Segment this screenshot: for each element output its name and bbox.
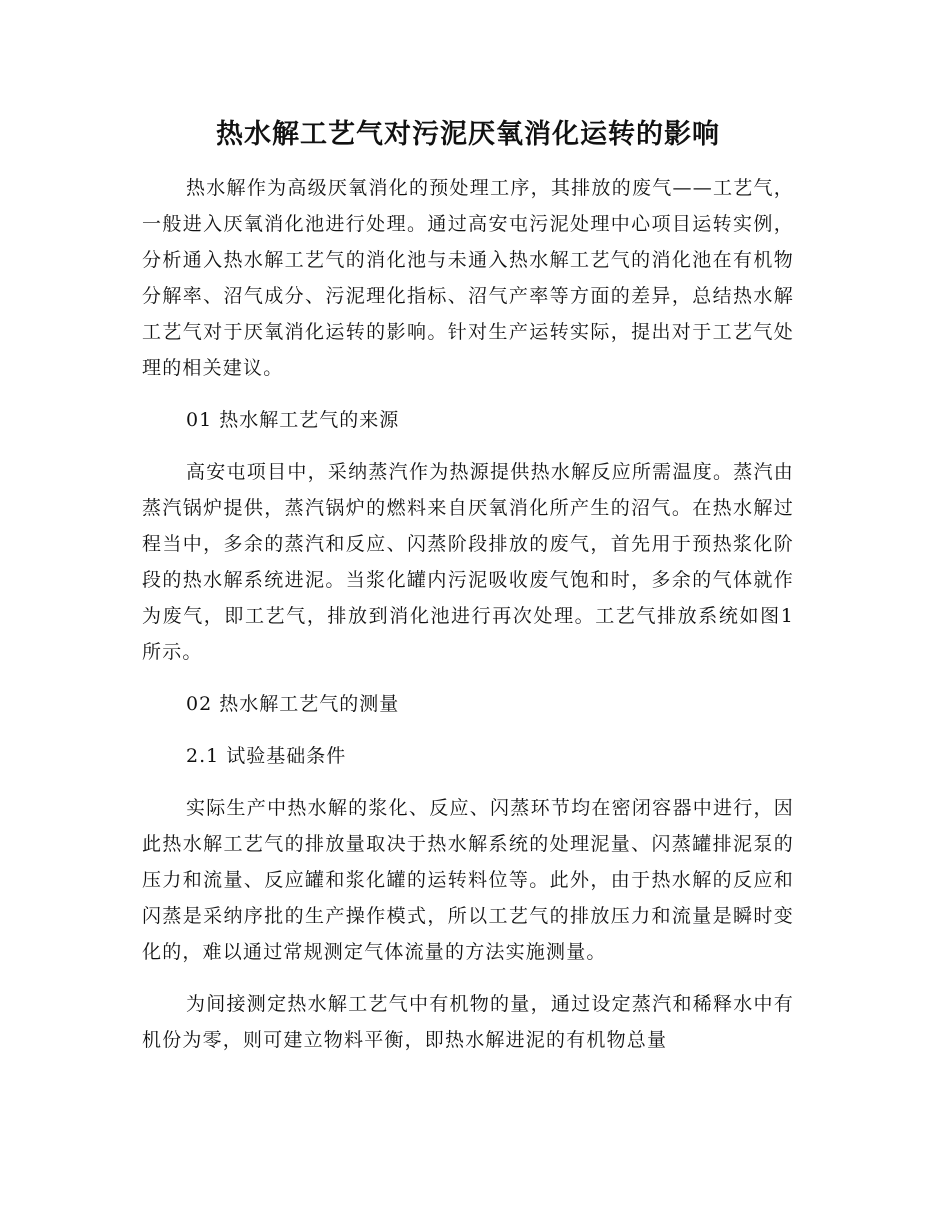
intro-paragraph: 热水解作为高级厌氧消化的预处理工序，其排放的废气——工艺气，一般进入厌氧消化池进行处理。通过高安屯污泥处理中心项目运转实例，分析通入热水解工艺气的消化池与未通入热水解工艺气的消化池在有机物分解率、沼气成分、污泥理化指标、沼气产率等方面的差异，总结热水解工艺气对于厌氧消化运转的影响。针对生产运转实际，提出对于工艺气处理的相关建议。 — [142, 177, 794, 379]
section-1-paragraph: 高安屯项目中，采纳蒸汽作为热源提供热水解反应所需温度。蒸汽由蒸汽锅炉提供，蒸汽锅炉的燃料来自厌氧消化所产生的沼气。在热水解过程当中，多余的蒸汽和反应、闪蒸阶段排放的废气，首先用于预热浆化阶段的热水解系统进泥。当浆化罐内污泥吸收废气饱和时，多余的气体就作为废气，即工艺气，排放到消化池进行再次处理。工艺气排放系统如图1所示。 — [142, 461, 794, 663]
section-2-1-paragraph-2: 为间接测定热水解工艺气中有机物的量，通过设定蒸汽和稀释水中有机份为零，则可建立物料平衡，即热水解进泥的有机物总量 — [142, 993, 794, 1051]
paragraph-gap — [142, 386, 794, 402]
paragraph-gap — [142, 970, 794, 986]
section-1-heading: 01 热水解工艺气的来源 — [186, 409, 400, 431]
section-2-1-heading: 2.1 试验基础条件 — [186, 745, 347, 767]
paragraph-gap — [142, 722, 794, 738]
paragraph-gap — [142, 438, 794, 454]
section-2-1-paragraph-1: 实际生产中热水解的浆化、反应、闪蒸环节均在密闭容器中进行，因此热水解工艺气的排放量取决于热水解系统的处理泥量、闪蒸罐排泥泵的压力和流量、反应罐和浆化罐的运转料位等。此外，由于热水解的反应和闪蒸是采纳序批的生产操作模式，所以工艺气的排放压力和流量是瞬时变化的，难以通过常规测定气体流量的方法实施测量。 — [142, 797, 794, 963]
section-2-heading: 02 热水解工艺气的测量 — [186, 693, 400, 715]
document-title: 热水解工艺气对污泥厌氧消化运转的影响 — [216, 119, 720, 150]
paragraph-gap — [142, 774, 794, 790]
paragraph-gap — [142, 670, 794, 686]
